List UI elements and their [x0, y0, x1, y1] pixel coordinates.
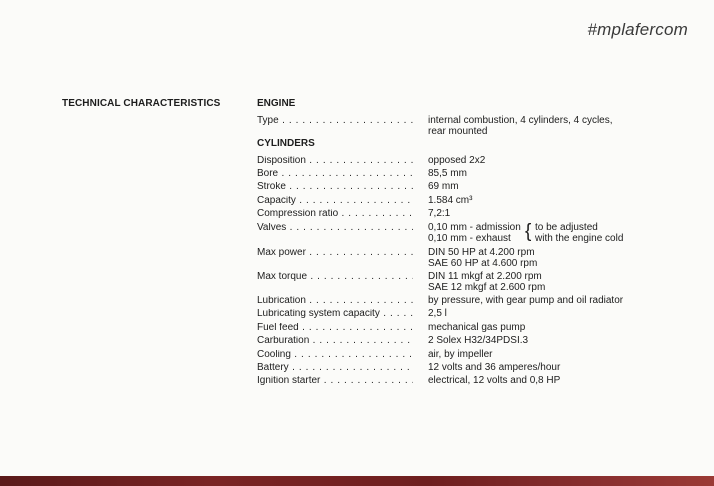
spec-label: Lubrication . . . — [257, 296, 413, 307]
spec-label: Disposition . . . — [257, 156, 413, 167]
spec-value-line: 2 Solex H32/34PDSI.3 — [428, 335, 529, 346]
spec-value — [428, 363, 560, 374]
spec-value-line: 12 volts and 36 amperes/hour — [428, 362, 561, 373]
spec-label: Type . . . — [257, 116, 413, 127]
spec-value-line: rear mounted — [428, 125, 488, 137]
spec-value-line: DIN 50 HP at 4.200 rpm — [428, 247, 535, 258]
spec-value-line: 0,10 mm - exhaust — [428, 232, 511, 244]
spec-label: Capacity . . . — [257, 196, 413, 207]
spec-value — [428, 182, 459, 193]
watermark: #mplafercom — [587, 20, 688, 39]
spec-value — [428, 209, 450, 220]
spec-value-line: mechanical gas pump — [428, 322, 526, 333]
spec-value-line: 2,5 l — [428, 308, 447, 319]
section-title: TECHNICAL CHARACTERISTICS — [62, 98, 221, 109]
spec-value-line: 0,10 mm - admission — [428, 222, 521, 233]
engine-heading: ENGINE — [257, 98, 296, 109]
spec-label: Lubricating system capacity . . . — [257, 309, 413, 320]
spec-label: Stroke . . . — [257, 182, 413, 193]
spec-label: Valves . . . — [257, 223, 413, 234]
spec-label: Battery . . . — [257, 363, 413, 374]
spec-value-line: 7,2:1 — [428, 208, 451, 219]
valves-note — [525, 221, 624, 244]
bottom-color-strip — [0, 476, 714, 486]
spec-label: Fuel feed . . . — [257, 323, 413, 334]
spec-value — [428, 376, 560, 387]
spec-value — [428, 272, 545, 293]
spec-value-line: SAE 60 HP at 4.600 rpm — [428, 257, 538, 269]
spec-value — [428, 248, 537, 269]
spec-label: Ignition starter . . . — [257, 376, 413, 387]
spec-label: Carburation . . . — [257, 336, 413, 347]
valves-note-line: to be adjusted — [535, 222, 598, 233]
spec-value — [428, 296, 623, 307]
spec-label: Max power . . . — [257, 248, 413, 259]
spec-value-line: air, by impeller — [428, 349, 493, 360]
spec-value — [428, 309, 447, 320]
spec-value-line: by pressure, with gear pump and oil radiator — [428, 295, 624, 306]
spec-value — [428, 350, 492, 361]
spec-value — [428, 156, 485, 167]
spec-value-line: 85,5 mm — [428, 168, 467, 179]
valves-note-line: with the engine cold — [535, 232, 624, 244]
spec-label: Max torque . . . — [257, 272, 413, 283]
spec-value — [428, 196, 472, 207]
spec-value-line: SAE 12 mkgf at 2.600 rpm — [428, 281, 546, 293]
spec-value-line: electrical, 12 volts and 0,8 HP — [428, 375, 561, 386]
spec-label: Cooling . . . — [257, 350, 413, 361]
spec-value-line: 69 mm — [428, 181, 459, 192]
spec-value-line: DIN 11 mkgf at 2.200 rpm — [428, 271, 542, 282]
spec-value-line: 1.584 cm³ — [428, 195, 473, 206]
brace-glyph: { — [525, 221, 532, 242]
spec-value-line: opposed 2x2 — [428, 155, 486, 166]
spec-value — [428, 169, 467, 180]
spec-value — [428, 116, 613, 137]
spec-label: Compression ratio . . . — [257, 209, 413, 220]
spec-value — [428, 323, 525, 334]
spec-label: Bore . . . — [257, 169, 413, 180]
cylinders-heading: CYLINDERS — [257, 138, 315, 149]
spec-value — [428, 223, 521, 244]
spec-value — [428, 336, 528, 347]
spec-value-line: internal combustion, 4 cylinders, 4 cycles, — [428, 115, 613, 126]
